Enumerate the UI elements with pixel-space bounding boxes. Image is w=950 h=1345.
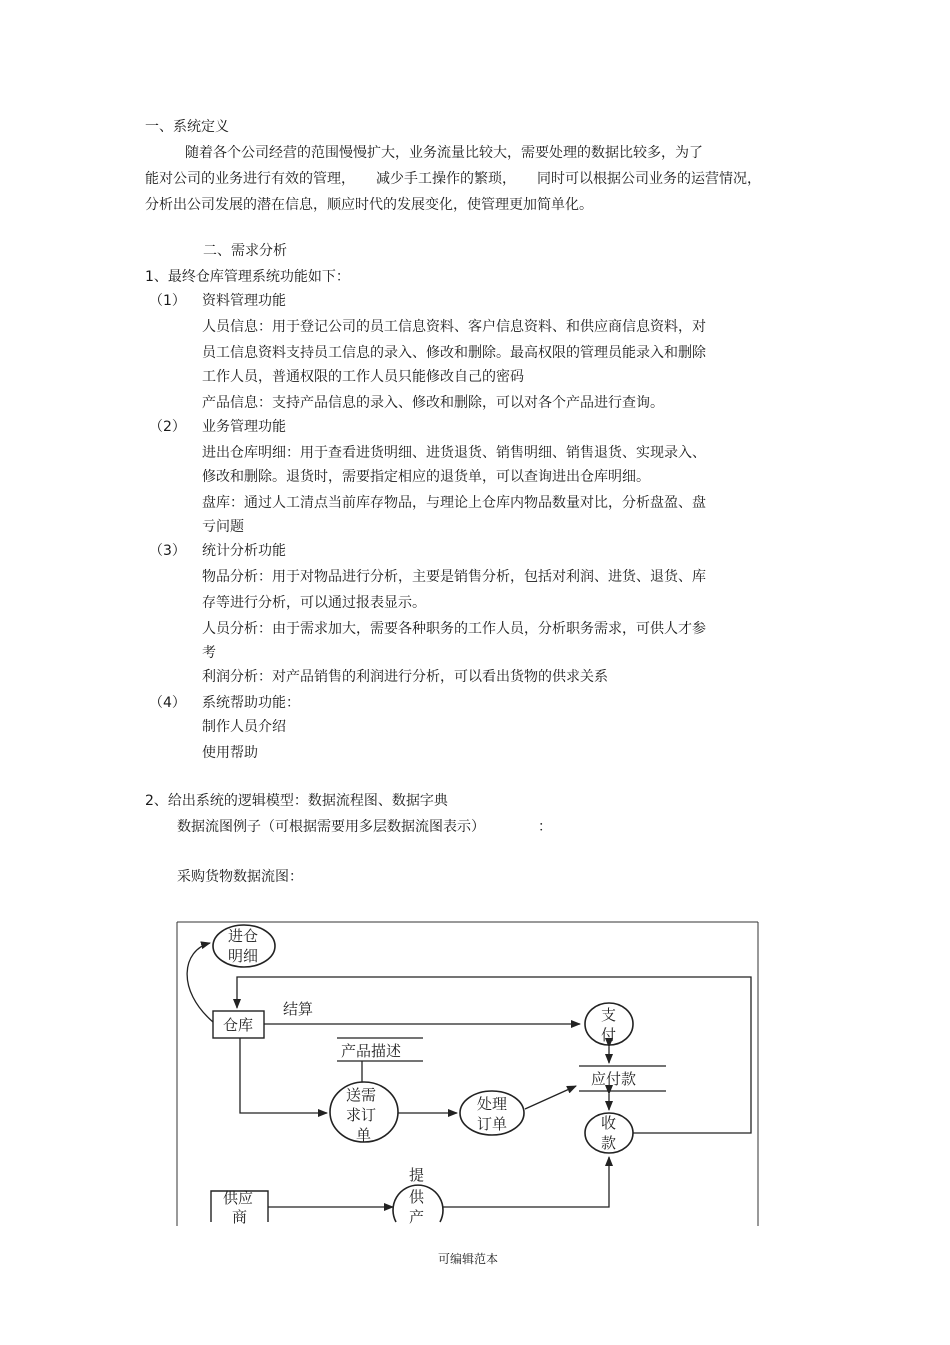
supply-label-2: 供	[409, 1188, 425, 1206]
warehouse-label: 仓库	[223, 1016, 254, 1034]
item4-line-2: 使用帮助	[202, 745, 258, 761]
flow-to-in-detail	[187, 943, 213, 1022]
item1-line-4: 产品信息：支持产品信息的录入、修改和删除，可以对各个产品进行查询。	[202, 395, 664, 411]
flow-process-to-payable	[525, 1086, 576, 1109]
flow-warehouse-to-order	[240, 1038, 327, 1113]
item4-number: （4）	[149, 695, 186, 711]
item3-line-4: 考	[202, 645, 216, 661]
supplier-label-2: 商	[232, 1208, 248, 1226]
item3-number: （3）	[149, 543, 186, 559]
send-order-label-2: 求订	[346, 1106, 377, 1124]
item3-line-2: 存等进行分析，可以通过报表显示。	[202, 595, 426, 611]
item1-line-2: 员工信息资料支持员工信息的录入、修改和删除。最高权限的管理员能录入和删除	[202, 345, 706, 361]
settle-label: 结算	[283, 1000, 314, 1018]
item3-line-3: 人员分析：由于需求加大，需要各种职务的工作人员，分析职务需求，可供人才参	[202, 621, 706, 637]
send-order-label-3: 单	[356, 1126, 372, 1144]
item2-line-4: 亏问题	[202, 519, 244, 535]
process-order-label-2: 订单	[477, 1115, 508, 1133]
item3-line-1: 物品分析：用于对物品进行分析，主要是销售分析，包括对利润、进货、退货、库	[202, 569, 706, 585]
send-order-label-1: 送需	[346, 1086, 377, 1104]
item1-line-3: 工作人员，普通权限的工作人员只能修改自己的密码	[202, 369, 524, 385]
dfd-title: 采购货物数据流图：	[177, 869, 303, 885]
item3-title: 统计分析功能	[202, 543, 286, 559]
item4-line-1: 制作人员介绍	[202, 719, 286, 735]
supplier-label-1: 供应	[223, 1189, 254, 1207]
item1-number: （1）	[149, 293, 186, 309]
item3-line-5: 利润分析：对产品销售的利润进行分析，可以看出货物的供求关系	[202, 669, 608, 685]
section1-line-3: 分析出公司发展的潜在信息，顺应时代的发展变化，使管理更加简单化。	[145, 197, 593, 213]
supply-label-3: 产	[409, 1208, 425, 1226]
item2-line-3: 盘库：通过人工清点当前库存物品，与理论上仓库内物品数量对比，分析盘盈、盘	[202, 495, 706, 511]
item2-line-1: 进出仓库明细：用于查看进货明细、进货退货、销售明细、销售退货、实现录入、	[202, 445, 706, 461]
dfd-example-text: 数据流图例子（可根据需要用多层数据流图表示）	[177, 819, 485, 835]
section1-heading: 一、系统定义	[145, 119, 229, 135]
dfd-example-colon: ：	[538, 819, 552, 835]
flow-supply-to-receive	[443, 1157, 609, 1207]
product-desc-label: 产品描述	[341, 1042, 402, 1060]
pay-label-1: 支	[601, 1006, 617, 1024]
receive-label-1: 收	[601, 1114, 617, 1132]
section1-line-2: 能对公司的业务进行有效的管理， 减少手工操作的繁琐， 同时可以根据公司业务的运营情况，	[145, 171, 761, 187]
pay-label-2: 付	[601, 1026, 617, 1044]
payable-label: 应付款	[591, 1070, 637, 1088]
in-detail-label-2: 明细	[228, 947, 259, 965]
receive-label-2: 款	[601, 1134, 617, 1152]
footer-text: 可编辑范本	[438, 1252, 499, 1266]
item4-title: 系统帮助功能：	[202, 695, 300, 711]
diagram-frame	[177, 922, 758, 1232]
item2-line-2: 修改和删除。退货时，需要指定相应的退货单，可以查询进出仓库明细。	[202, 469, 650, 485]
in-detail-label-1: 进仓	[228, 927, 259, 945]
supply-label-1: 提	[409, 1166, 425, 1184]
section1-line-1: 随着各个公司经营的范围慢慢扩大，业务流量比较大，需要处理的数据比较多，为了	[185, 145, 703, 161]
item2-number: （2）	[149, 419, 186, 435]
item1-title: 资料管理功能	[202, 293, 286, 309]
item2-title: 业务管理功能	[202, 419, 286, 435]
process-order-label-1: 处理	[477, 1095, 508, 1113]
logic-model-heading: 2、给出系统的逻辑模型：数据流程图、数据字典	[145, 793, 448, 809]
item1-line-1: 人员信息：用于登记公司的员工信息资料、客户信息资料、和供应商信息资料，对	[202, 319, 706, 335]
requirements-intro: 1、最终仓库管理系统功能如下：	[145, 269, 350, 285]
section2-heading: 二、需求分析	[203, 243, 287, 259]
diagram-clip-mask	[170, 1226, 770, 1238]
